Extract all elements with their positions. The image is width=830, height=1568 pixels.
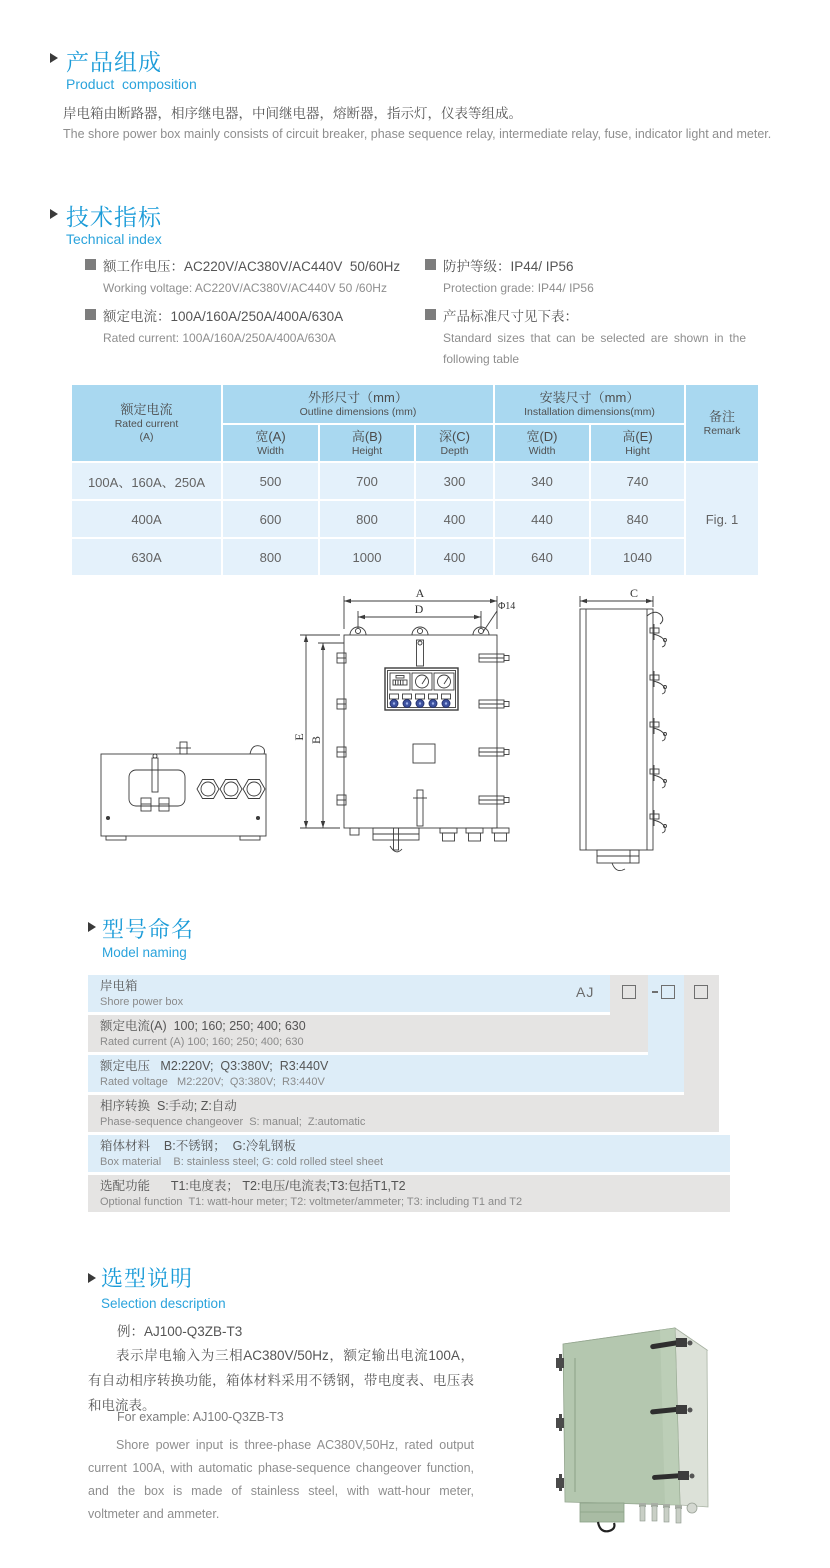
product-photo xyxy=(540,1300,800,1568)
meter-panel xyxy=(385,668,458,710)
bottom-glands xyxy=(580,1503,697,1531)
section-arrow-icon xyxy=(88,922,96,932)
header-text: 额定电流 xyxy=(120,402,173,417)
header-text: 宽(A) xyxy=(255,428,286,444)
data-cell: 500 xyxy=(223,463,318,499)
bullet-square-icon xyxy=(85,309,96,320)
drawing-top-view xyxy=(101,742,266,840)
model-row-en: Rated current (A) 100; 160; 250; 400; 630 xyxy=(100,1036,304,1048)
selection-example-zh: 例：AJ100-Q3ZB-T3 xyxy=(117,1324,243,1339)
table-row xyxy=(72,539,758,575)
data-cell: 100A、160A、250A xyxy=(72,463,221,499)
spec-protection-grade-zh: 防护等级：IP44/ IP56 xyxy=(443,259,574,274)
header-text: (A) xyxy=(139,431,154,443)
header-rated-current xyxy=(72,385,221,461)
model-code-dash xyxy=(652,991,658,993)
model-row-zh: 选配功能 T1:电度表； T2:电压/电流表;T3:包括T1,T2 xyxy=(100,1179,406,1193)
data-cell: 440 xyxy=(495,501,589,537)
selection-example-en: For example: AJ100-Q3ZB-T3 xyxy=(117,1410,284,1424)
section-subtitle-product-composition: Product composition xyxy=(66,76,197,92)
spec-rated-current-en: Rated current: 100A/160A/250A/400A/630A xyxy=(103,331,336,345)
spec-working-voltage-zh: 额工作电压：AC220V/AC380V/AC440V 50/60Hz xyxy=(103,259,401,274)
model-row-en: Box material B: stainless steel; G: cold rolled steel sheet xyxy=(100,1156,384,1168)
model-code-box xyxy=(661,985,675,999)
dimensions-table xyxy=(70,383,760,577)
hinge-tabs xyxy=(556,1354,564,1491)
bullet-square-icon xyxy=(425,259,436,270)
header-height-e xyxy=(591,425,684,461)
header-height-b xyxy=(320,425,414,461)
header-text: Rated current xyxy=(114,418,179,430)
data-cell: 400A xyxy=(72,501,221,537)
section-arrow-icon xyxy=(88,1273,96,1283)
data-cell: 740 xyxy=(591,463,684,499)
drawing-side-view xyxy=(580,596,667,871)
selection-body-zh: 表示岸电输入为三相AC380V/50Hz，额定输出电流100A，有自动相序转换功能，箱体材料采用不锈钢，带电度表、电压表和电流表。 xyxy=(88,1348,474,1413)
data-cell: 1000 xyxy=(320,539,414,575)
model-row-zh: 箱体材料 B:不锈钢； G:冷轧钢板 xyxy=(100,1139,296,1153)
section-arrow-icon xyxy=(50,53,58,63)
dim-label-b: B xyxy=(309,735,323,745)
data-cell: 340 xyxy=(495,463,589,499)
header-text: Depth xyxy=(440,444,469,457)
bullet-square-icon xyxy=(425,309,436,320)
data-cell: 640 xyxy=(495,539,589,575)
header-text: Installation dimensions(mm) xyxy=(524,405,655,418)
product-composition-text-en: The shore power box mainly consists of circuit breaker, phase sequence relay, intermediate relay, fuse, indicator light and meter. xyxy=(63,127,772,141)
spec-standard-sizes-en: Standard sizes that can be selected are shown in the following table xyxy=(443,331,746,366)
section-title-selection: 选型说明 xyxy=(101,1266,194,1291)
header-text: Width xyxy=(257,444,284,457)
dim-label-hole: Φ14 xyxy=(498,601,516,612)
data-cell: 700 xyxy=(320,463,414,499)
data-cell: 1040 xyxy=(591,539,684,575)
header-text: Hight xyxy=(625,444,650,457)
spec-working-voltage-en: Working voltage: AC220V/AC380V/AC440V 50 /60Hz xyxy=(103,281,387,295)
model-row-box-material xyxy=(88,1135,730,1172)
data-cell: 630A xyxy=(72,539,221,575)
header-text: 安装尺寸（mm） xyxy=(539,389,640,405)
header-text: 高(E) xyxy=(622,428,653,444)
dim-label-c: C xyxy=(629,586,639,600)
bullet-square-icon xyxy=(85,259,96,270)
model-row-shore-power-box xyxy=(88,975,610,1012)
header-text: 外形尺寸（mm） xyxy=(308,389,408,405)
header-outline-dimensions xyxy=(223,385,493,423)
model-row-zh: 岸电箱 xyxy=(100,979,138,993)
model-row-zh: 额定电流(A) 100; 160; 250; 400; 630 xyxy=(100,1019,306,1033)
dim-label-d: D xyxy=(414,602,424,616)
selection-body-en: Shore power input is three-phase AC380V,50Hz, rated output current 100A, with automatic phase-sequence changeover function, and the box is made of stainless steel, with watt-hour meter, voltmeter and ammeter. xyxy=(88,1438,474,1521)
model-row-en: Phase-sequence changeover S: manual; Z:automatic xyxy=(100,1116,366,1128)
dim-label-e: E xyxy=(292,733,306,741)
data-cell: 300 xyxy=(416,463,493,499)
header-text: 宽(D) xyxy=(526,428,558,444)
header-text: Remark xyxy=(703,424,741,437)
header-depth-c xyxy=(416,425,493,461)
header-text: Outline dimensions (mm) xyxy=(299,405,417,418)
model-prefix: AJ xyxy=(576,984,595,1000)
data-cell: 800 xyxy=(320,501,414,537)
section-title-technical-index: 技术指标 xyxy=(66,204,162,230)
dim-label-a: A xyxy=(415,586,425,600)
section-subtitle-selection: Selection description xyxy=(101,1296,226,1311)
data-cell: 840 xyxy=(591,501,684,537)
section-subtitle-model-naming: Model naming xyxy=(102,945,187,960)
data-cell: 800 xyxy=(223,539,318,575)
model-row-en: Optional function T1: watt-hour meter; T2: voltmeter/ammeter; T3: including T1 and T2 xyxy=(100,1196,523,1208)
header-width-a xyxy=(223,425,318,461)
header-installation-dimensions xyxy=(495,385,684,423)
spec-standard-sizes-zh: 产品标准尺寸见下表： xyxy=(443,309,578,324)
model-row-zh: 额定电压 M2:220V; Q3:380V; R3:440V xyxy=(100,1059,329,1073)
model-row-en: Rated voltage M2:220V; Q3:380V; R3:440V xyxy=(100,1076,325,1088)
header-width-d xyxy=(495,425,589,461)
table-row xyxy=(72,463,758,499)
model-row-optional-function xyxy=(88,1175,730,1212)
technical-drawing xyxy=(0,585,830,885)
model-code-box xyxy=(694,985,708,999)
header-text: 深(C) xyxy=(438,428,471,444)
model-row-rated-current xyxy=(88,1015,648,1052)
drawing-front-view xyxy=(300,596,509,852)
header-text: 备注 xyxy=(708,408,735,424)
section-title-product-composition: 产品组成 xyxy=(66,49,162,75)
model-row-en: Shore power box xyxy=(100,996,184,1008)
header-text: Height xyxy=(351,444,383,457)
section-subtitle-technical-index: Technical index xyxy=(66,231,162,247)
header-text: Width xyxy=(528,444,556,457)
spec-protection-grade-en: Protection grade: IP44/ IP56 xyxy=(443,281,594,295)
section-title-model-naming: 型号命名 xyxy=(102,917,195,942)
spec-rated-current-zh: 额定电流：100A/160A/250A/400A/630A xyxy=(103,309,344,324)
data-cell: 600 xyxy=(223,501,318,537)
model-row-rated-voltage xyxy=(88,1055,684,1092)
model-row-zh: 相序转换 S:手动; Z:自动 xyxy=(100,1099,237,1113)
header-remark xyxy=(686,385,758,461)
header-text: 高(B) xyxy=(351,428,383,444)
section-arrow-icon xyxy=(50,209,58,219)
data-cell: 400 xyxy=(416,501,493,537)
table-row xyxy=(72,501,758,537)
model-code-box xyxy=(622,985,636,999)
model-row-phase-sequence xyxy=(88,1095,719,1132)
product-composition-text-zh: 岸电箱由断路器，相序继电器，中间继电器，熔断器，指示灯，仪表等组成。 xyxy=(63,106,522,121)
remark-cell: Fig. 1 xyxy=(686,463,758,575)
data-cell: 400 xyxy=(416,539,493,575)
